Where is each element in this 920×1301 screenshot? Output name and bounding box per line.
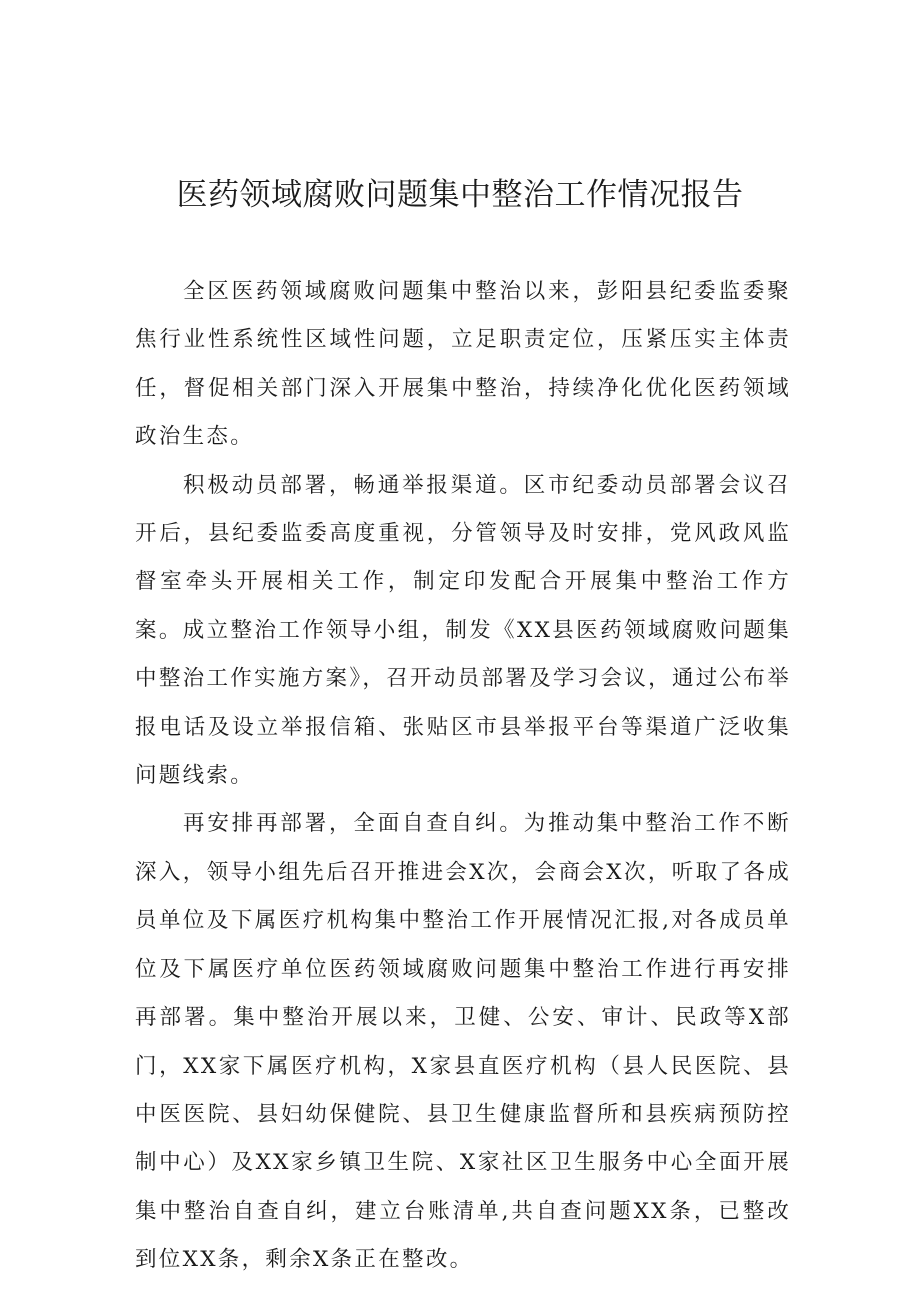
document-body [135,268,791,1285]
paragraph-mobilization: 积极动员部署，畅通举报渠道。区市纪委动员部署会议召开后，县纪委监委高度重视，分管领导及时安排，党风政风监督室牵头开展相关工作，制定印发配合开展集中整治工作方案。成立整治工作领导小组，制发《XX县医药领域腐败问题集中整治工作实施方案》，召开动员部署及学习会议，通过公布举报电话及设立举报信箱、张贴区市县举报平台等渠道广泛收集问题线索。 [135,472,791,789]
document-title: 医药领域腐败问题集中整治工作情况报告 [176,177,744,213]
paragraph-intro: 全区医药领域腐败问题集中整治以来，彭阳县纪委监委聚焦行业性系统性区域性问题，立足职责定位，压紧压实主体责任，督促相关部门深入开展集中整治，持续净化优化医药领域政治生态。 [135,279,791,450]
paragraph-self-inspection: 再安排再部署，全面自查自纠。为推动集中整治工作不断深入，领导小组先后召开推进会X次，会商会X次，听取了各成员单位及下属医疗机构集中整治工作开展情况汇报,对各成员单位及下属医疗单位医药领域腐败问题集中整治工作进行再安排再部署。集中整治开展以来，卫健、公安、审计、民政等X部门，XX家下属医疗机构，X家县直医疗机构（县人民医院、县中医医院、县妇幼保健院、县卫生健康监督所和县疾病预防控制中心）及XX家乡镇卫生院、X家社区卫生服务中心全面开展集中整治自查自纠，建立台账清单,共自查问题XX条，已整改到位XX条，剩余X条正在整改。 [135,811,791,1273]
